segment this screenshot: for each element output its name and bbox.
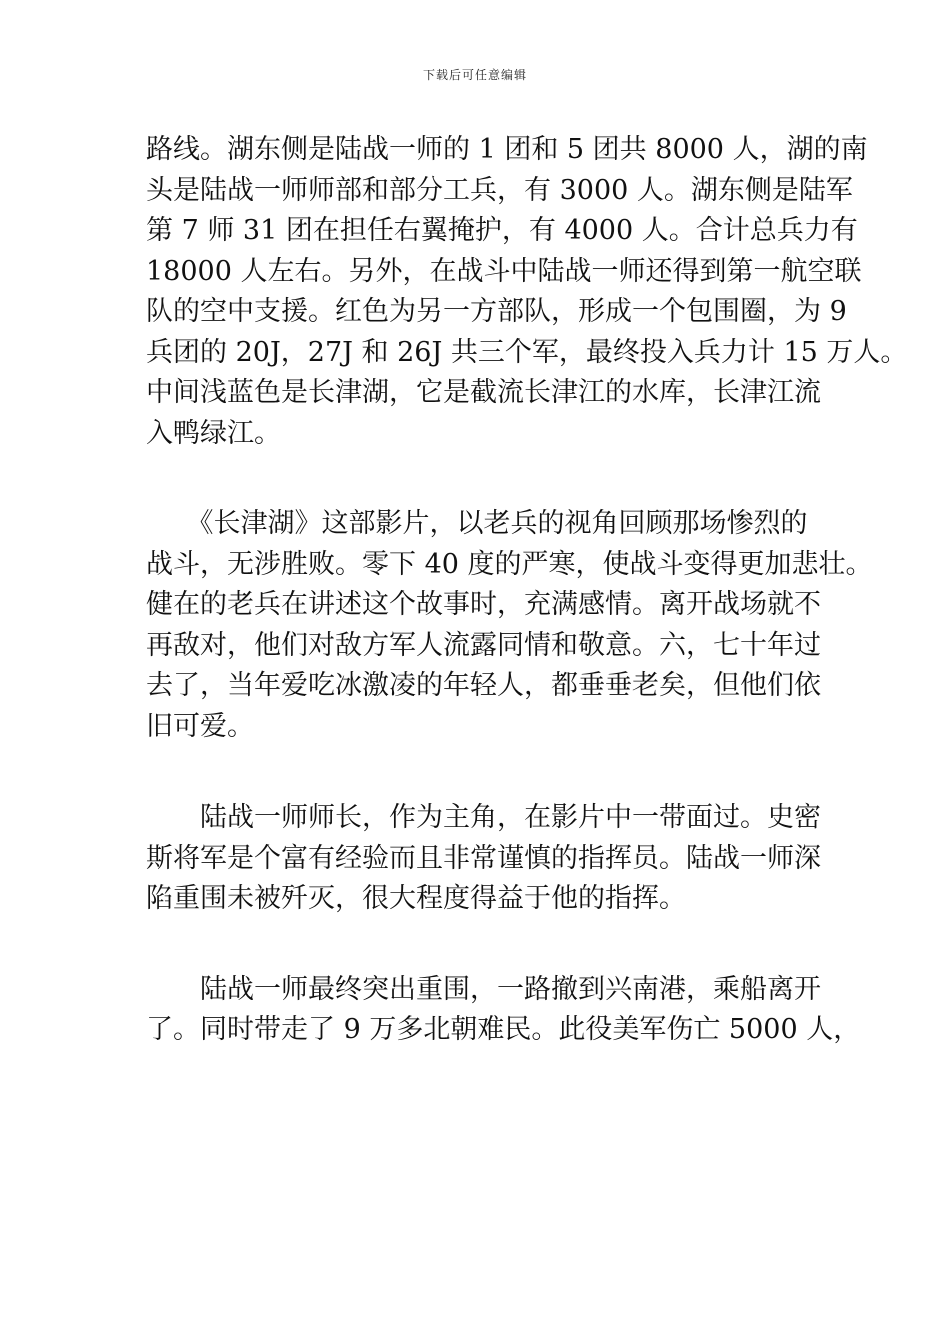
text-line: 18000 人左右。另外，在战斗中陆战一师还得到第一航空联	[146, 255, 862, 287]
page-header: 下载后可任意编辑	[422, 68, 527, 82]
text-line: 了。同时带走了 9 万多北朝难民。此役美军伤亡 5000 人，	[146, 1014, 861, 1045]
text-line: 中间浅蓝色是长津湖，它是截流长津江的水库，长津江流	[146, 377, 821, 408]
text-line: 《长津湖》这部影片，以老兵的视角回顾那场惨烈的	[146, 508, 808, 539]
text-line: 旧可爱。	[146, 710, 254, 742]
text-line: 斯将军是个富有经验而且非常谨慎的指挥员。陆战一师深	[146, 842, 821, 874]
text-line: 路线。湖东侧是陆战一师的 1 团和 5 团共 8000 人，湖的南	[146, 134, 868, 165]
text-line: 再敌对，他们对敌方军人流露同情和敬意。六，七十年过	[146, 629, 821, 661]
text-line: 第 7 师 31 团在担任右翼掩护，有 4000 人。合计总兵力有	[146, 215, 858, 246]
text-line: 健在的老兵在讲述这个故事时，充满感情。离开战场就不	[146, 589, 821, 620]
text-line: 陆战一师师长，作为主角，在影片中一带面过。史密	[146, 802, 821, 833]
paragraph-1	[146, 130, 908, 454]
text-line: 入鸭绿江。	[146, 417, 281, 449]
text-line: 队的空中支援。红色为另一方部队，形成一个包围圈，为 9	[146, 296, 847, 327]
document-body	[146, 130, 908, 1051]
paragraph-2	[146, 504, 873, 747]
text-line: 去了，当年爱吃冰激凌的年轻人，都垂垂老矣，但他们依	[146, 670, 821, 701]
text-line: 兵团的 20J，27J 和 26J 共三个军，最终投入兵力计 15 万人。	[146, 336, 908, 368]
paragraph-3	[146, 798, 821, 920]
text-line: 陆战一师最终突出重围，一路撤到兴南港，乘船离开	[146, 973, 821, 1005]
text-line: 头是陆战一师师部和部分工兵，有 3000 人。湖东侧是陆军	[146, 174, 853, 206]
paragraph-spacer	[146, 920, 810, 970]
text-line: 战斗，无涉胜败。零下 40 度的严寒，使战斗变得更加悲壮。	[146, 548, 873, 580]
text-line: 陷重围未被歼灭，很大程度得益于他的指挥。	[146, 883, 686, 914]
paragraph-spacer	[146, 454, 810, 504]
paragraph-4	[146, 970, 861, 1051]
paragraph-spacer	[146, 747, 810, 798]
